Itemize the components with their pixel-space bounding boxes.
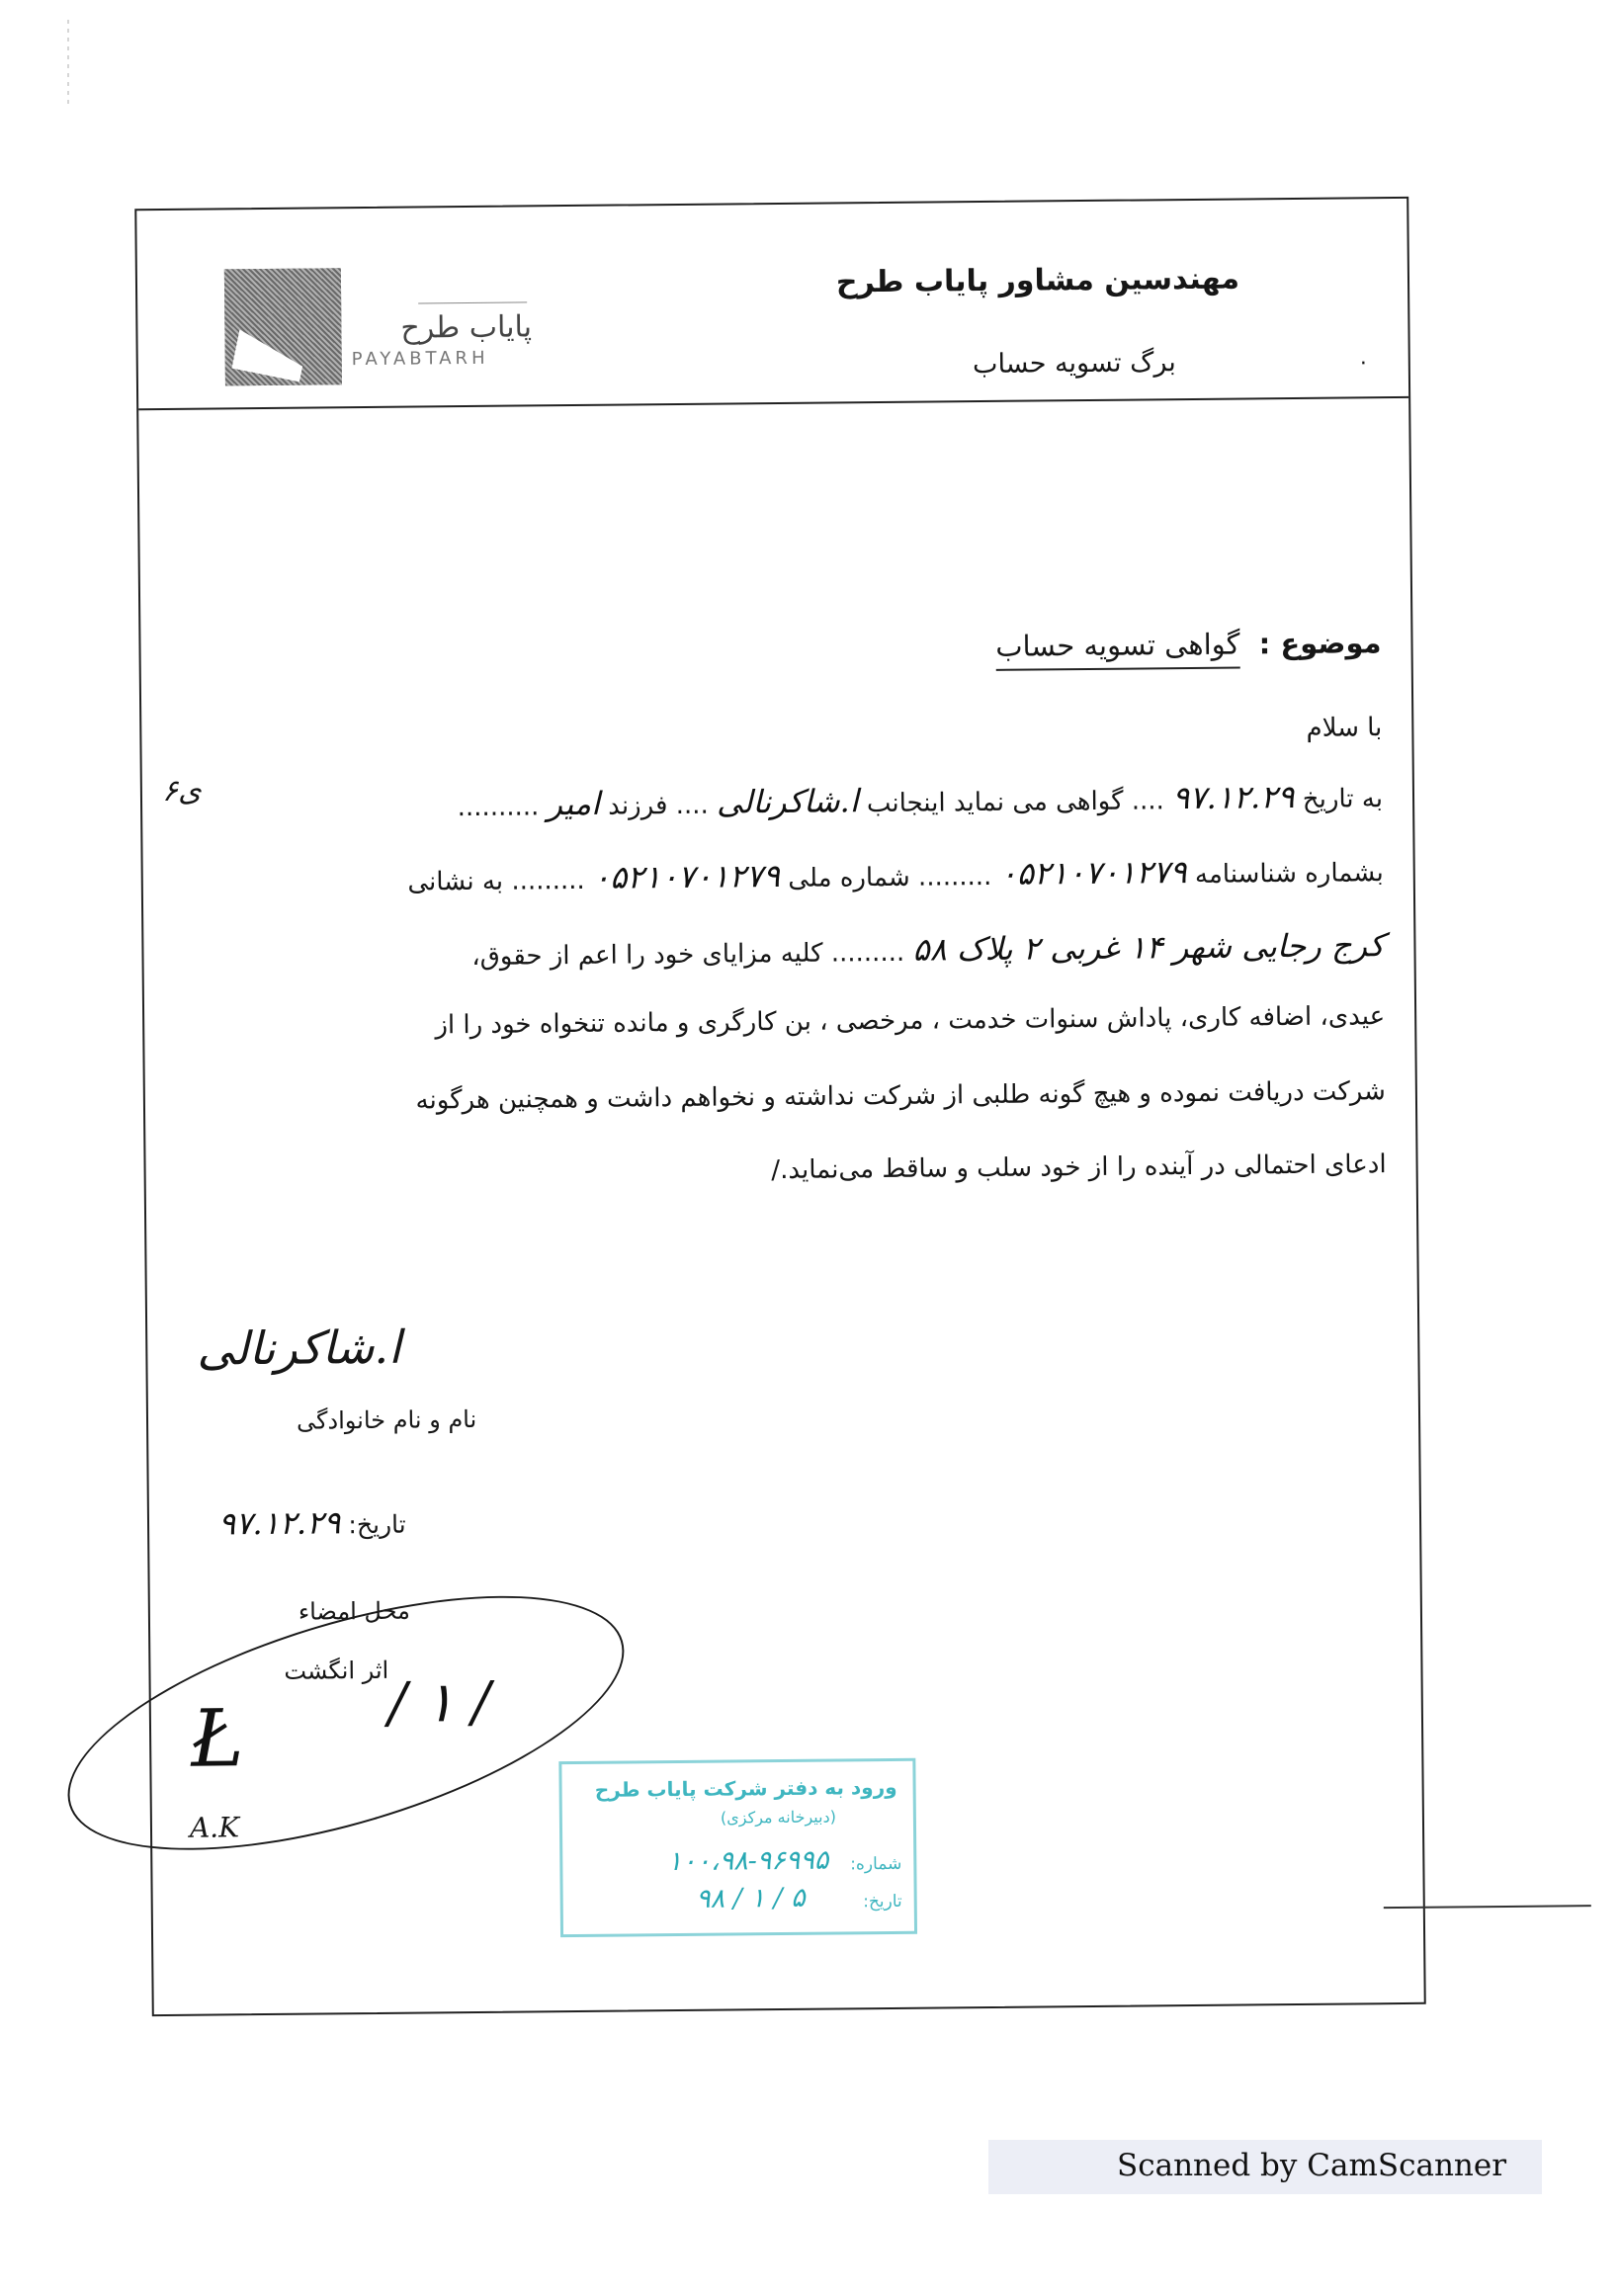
subject-value: گواهی تسویه حساب [995, 628, 1240, 671]
office-entry-stamp [558, 1758, 917, 1937]
fingerprint-label: اثر انگشت [284, 1656, 389, 1685]
body-line-1: به تاریخ ۹۷.۱۲.۲۹ .... گواهی می نماید اینجانب ا.شاکرنالی .... فرزند امیر .......... [457, 777, 1384, 823]
signature-initials: A.K [189, 1811, 240, 1844]
greeting: با سلام [1306, 713, 1383, 743]
body-line-6: ادعای احتمالی در آینده را از خود سلب و ساقط می‌نماید./ [771, 1149, 1387, 1186]
side-rule [1384, 1905, 1591, 1909]
signature-scrawl: Ł [190, 1692, 245, 1785]
national-id-handwritten: ۰۵۲۱۰۷۰۱۲۷۹ [592, 856, 781, 896]
logo-text-en: PAYABTARH [351, 347, 489, 371]
margin-mark: ی۶ [161, 773, 202, 808]
scan-artifact [67, 20, 69, 109]
name-label: نام و نام خانوادگی [296, 1404, 477, 1435]
id-number-handwritten: ۰۵۲۱۰۷۰۱۲۷۹ [999, 853, 1187, 893]
scanner-watermark [988, 2140, 1542, 2194]
father-name-handwritten: امیر [547, 784, 601, 823]
company-logo [224, 266, 561, 397]
company-name: مهندسین مشاور پایاب طرح [835, 261, 1240, 300]
stamp-number-value: ۱۰۰،۹۸-۹۶۹۹۵ [667, 1844, 829, 1878]
stamp-subtitle: (دبیرخانه مرکزی) [720, 1807, 836, 1828]
subject-line [995, 626, 1382, 663]
address-handwritten: کرج رجایی شهر ۱۴ غربی ۲ پلاک ۵۸ [912, 926, 1385, 969]
handwritten-name: ا.شاکرنالی [197, 1319, 401, 1376]
stamp-title: ورود به دفتر شرکت پایاب طرح [594, 1774, 897, 1802]
body-line-3: کرج رجایی شهر ۱۴ غربی ۲ پلاک ۵۸ ......... کلیه مزایای خود را اعم از حقوق، [471, 926, 1385, 972]
signature-date-value: ۹۷.۱۲.۲۹ [217, 1503, 341, 1543]
logo-text-fa: پایاب طرح [400, 309, 533, 346]
body-line-5: شرکت دریافت نموده و هیچ گونه طلبی از شرکت نداشته و نخواهم داشت و همچنین هرگونه [415, 1076, 1387, 1116]
logo-emblem [224, 268, 342, 385]
stamp-number-label: شماره: [850, 1853, 902, 1875]
signature-date: تاریخ: ۹۷.۱۲.۲۹ [217, 1503, 406, 1543]
body-line-2: بشماره شناسنامه ۰۵۲۱۰۷۰۱۲۷۹ ......... شماره ملی ۰۵۲۱۰۷۰۱۲۷۹ ......... به نشانی [407, 853, 1384, 897]
stamp-date-value: ۹۸ / ۱ / ۵ [696, 1882, 806, 1914]
header-divider [138, 396, 1408, 410]
name-handwritten: ا.شاکرنالی [716, 782, 859, 821]
body-line-4: عیدی، اضافه کاری، پاداش سنوات خدمت ، مرخصی ، بن کارگری و مانده تنخواه خود را از [435, 1001, 1386, 1041]
stamp-date-label: تاریخ: [863, 1891, 902, 1913]
signature-scrawl-2: / ۱ / [387, 1669, 491, 1736]
form-title: برگ تسویه حساب [972, 347, 1176, 381]
date-handwritten: ۹۷.۱۲.۲۹ [1171, 777, 1295, 817]
watermark-text: Scanned by CamScanner [1117, 2148, 1507, 2183]
settlement-form: پایاب طرح PAYABTARH مهندسین مشاور پایاب طرح برگ تسویه حساب . موضوع : گواهی تسویه حساب با سلام ی۶ به تاریخ ۹۷.۱۲.۲۹ .... گواهی می نماید اینجانب ا.شاکرنالی .... فرزند امیر .......... بشماره شناسنامه ۰۵۲۱۰۷۰۱۲۷۹ ......... شماره ملی ۰۵۲۱۰۷۰۱۲۷۹ ......... به نشانی کرج رجایی شهر ۱۴ غربی ۲ پلاک ۵۸ ......... کلیه مزایای خود را اعم از حقوق، عیدی، اضافه کاری، پاداش سنوات خدمت ، مرخصی ، بن کارگری و مانده تنخواه خود را از شرکت دریافت نموده و هیچ گونه طلبی از شرکت نداشته و نخواهم داشت و همچنین هرگونه ادعای احتمالی در آینده را از خود سلب و ساقط می‌نماید./ ا.شاکرنالی نام و نام خانوادگی تاریخ: ۹۷.۱۲.۲۹ محل امضاء اثر انگشت Ł / ۱ / A.K ورود به دفتر شرکت پایاب طرح (دبیرخانه مرکزی) شماره: ۱۰۰،۹۸-۹۶۹۹۵ تاریخ: ۹۸ / ۱ / ۵ [134, 197, 1425, 2016]
subject-label: موضوع : [1258, 626, 1382, 661]
sign-place-label: محل امضاء [298, 1596, 411, 1626]
